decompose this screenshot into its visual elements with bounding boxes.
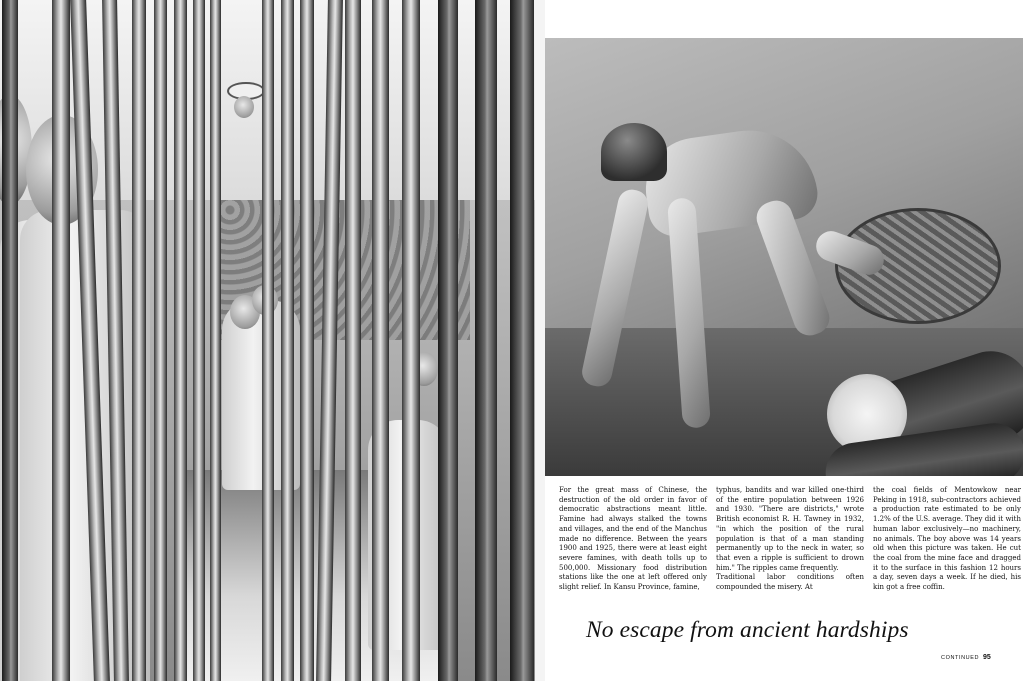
article-column-3: the coal fields of Mentowkow near Peking in 1918, sub-contractors achieved a production rate estimated to be only 1.2% of the U.S. average. They did it with human labor exclusively—no machinery, no animals. The boy above was 14 years old when this picture was taken. He cut the coal from the mine face and dragged it to the surface in this fashion 12 hours a day, seven days a week. If he died, his kin got a free coffin. xyxy=(873,486,1021,592)
bamboo-pole xyxy=(345,0,361,681)
photo-worker-cap xyxy=(601,123,667,181)
article-body xyxy=(559,486,1021,593)
photo-worker-leg xyxy=(752,196,834,340)
continued-label: CONTINUED xyxy=(941,655,980,661)
page-number: 95 xyxy=(983,654,991,661)
page-headline: No escape from ancient hardships xyxy=(586,617,909,643)
bamboo-pole xyxy=(2,0,18,681)
bamboo-pole xyxy=(132,0,146,681)
bamboo-pole xyxy=(372,0,389,681)
bamboo-pole xyxy=(52,0,70,681)
bamboo-pole xyxy=(510,0,534,681)
photo-face xyxy=(234,96,254,118)
bamboo-pole xyxy=(262,0,274,681)
article-column-1: For the great mass of Chinese, the destruction of the old order in favor of democratic abstractions meant little. Famine had always stalked the towns and villages, and the end of the Manchus made no difference. Between the years 1900 and 1925, there were at least eight severe famines, with death tolls up to 500,000. Missionary food distribution stations like the one at left offered only slight relief. In Kansu Province, famine, xyxy=(559,486,707,592)
bamboo-pole xyxy=(438,0,458,681)
article-column-2: typhus, bandits and war killed one-third of the entire population between 1926 and 1930. "There are districts," wrote British economist R. H. Tawney in 1932, "in which the position of the rural population is that of a man standing permanently up to the neck in water, so that even a ripple is sufficient to drown him." The ripples came frequently. Traditional labor conditions often compounded the misery. At xyxy=(716,486,864,592)
bamboo-pole xyxy=(475,0,497,681)
bamboo-pole xyxy=(402,0,420,681)
bamboo-pole xyxy=(174,0,187,681)
coal-worker-photo xyxy=(545,38,1023,476)
bamboo-pole xyxy=(154,0,167,681)
page-gutter xyxy=(535,0,545,681)
bamboo-pole xyxy=(193,0,205,681)
bamboo-pole xyxy=(300,0,314,681)
bamboo-pole xyxy=(210,0,221,681)
bamboo-pole xyxy=(281,0,294,681)
